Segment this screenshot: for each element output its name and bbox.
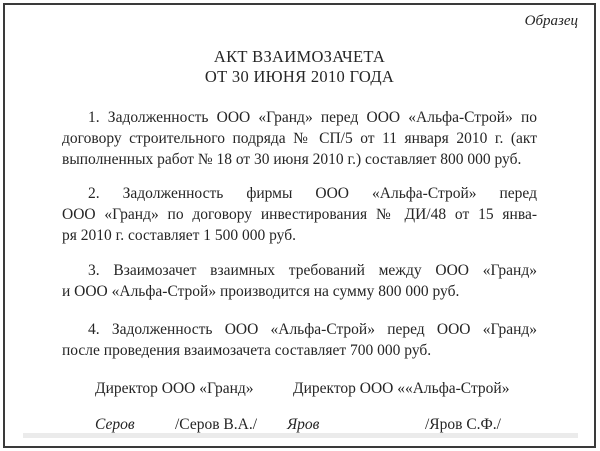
paragraph-1-line-3: выполненных работ № 18 от 30 июня 2010 г.) составляет 800 000 руб. — [62, 151, 522, 168]
paragraph-3-line-1: 3. Взаимозачет взаимных требований между ООО «Гранд» — [88, 262, 537, 279]
paragraph-2-line-2: ООО «Гранд» по договору инвестирования № ДИ/48 от 15 янва- — [62, 206, 537, 223]
paragraph-1-line-2: договору строительного подряда № СП/5 от 11 января 2010 г. (акт — [62, 130, 537, 147]
doc-body — [5, 107, 594, 361]
signature-left-autograph: Серов — [95, 416, 135, 433]
paragraph-4-line-2: после проведения взаимозачета составляет 700 000 руб. — [62, 342, 432, 359]
paragraph-3 — [62, 260, 537, 302]
paragraph-3-line-2: и ООО «Альфа-Строй» производится на сумму 800 000 руб. — [62, 283, 460, 300]
sample-stamp-label: Образец — [524, 13, 578, 29]
doc-title — [5, 47, 594, 87]
signature-right-name: /Яров С.Ф./ — [425, 416, 501, 433]
doc-title-line2: ОТ 30 ИЮНЯ 2010 ГОДА — [204, 67, 395, 86]
paragraph-2-line-3: ря 2010 г. составляет 1 500 000 руб. — [62, 227, 296, 244]
paragraph-2-line-1: 2. Задолженность фирмы ООО «Альфа-Строй» перед — [88, 185, 537, 202]
doc-title-line1: АКТ ВЗАИМОЗАЧЕТА — [213, 47, 386, 66]
signature-block — [5, 378, 594, 438]
signature-left-name: /Серов В.А./ — [175, 416, 257, 433]
paragraph-1-line-1: 1. Задолженность ООО «Гранд» перед ООО «Альфа-Строй» по — [88, 109, 537, 126]
signature-right-autograph: Яров — [287, 416, 320, 433]
paragraph-2 — [62, 183, 537, 246]
paragraph-4 — [62, 319, 537, 361]
scan-artifact — [23, 433, 578, 438]
paragraph-4-line-1: 4. Задолженность ООО «Альфа-Строй» перед ООО «Гранд» — [88, 321, 537, 338]
document-page — [3, 3, 596, 448]
director-right-title: Директор ООО ««Альфа-Строй» — [293, 380, 510, 397]
paragraph-1 — [62, 107, 537, 170]
director-left-title: Директор ООО «Гранд» — [95, 380, 254, 397]
